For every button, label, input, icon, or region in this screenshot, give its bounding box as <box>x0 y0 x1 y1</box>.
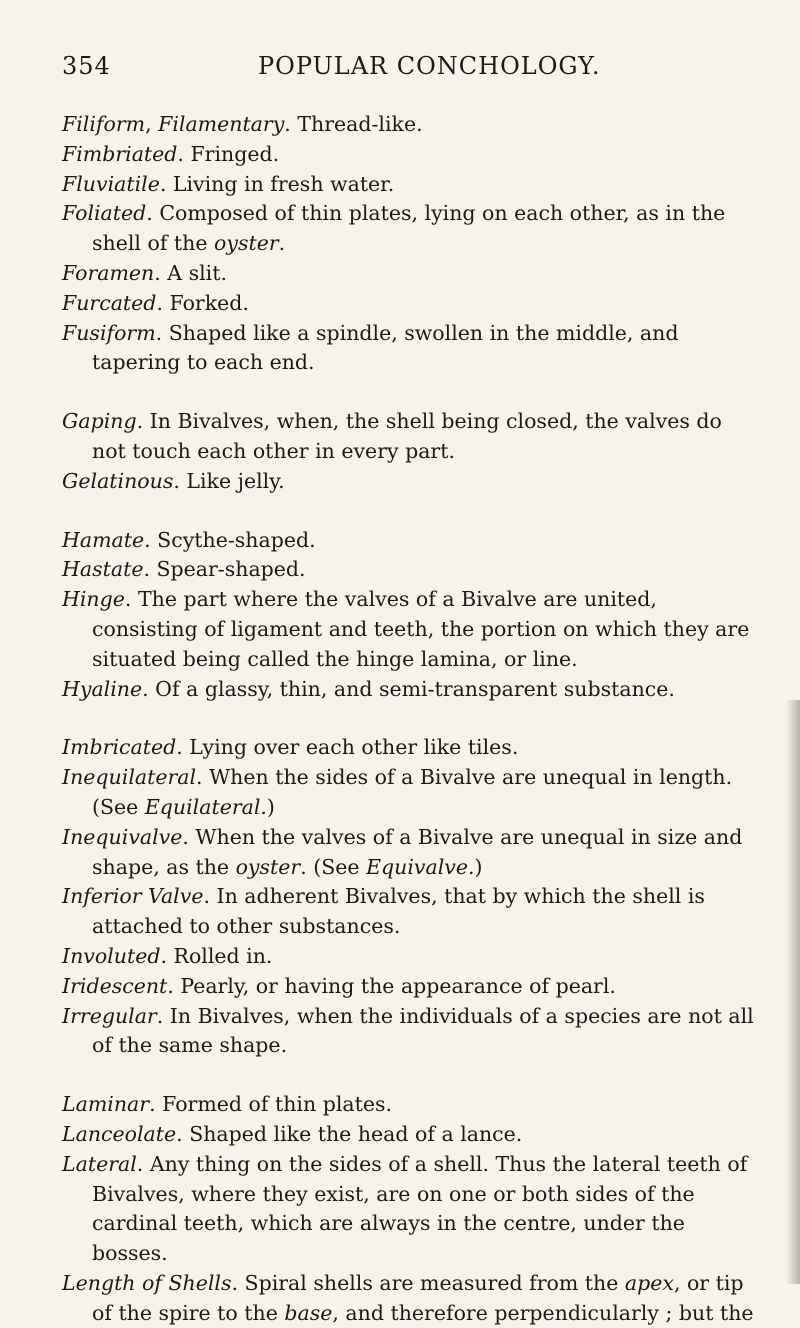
glossary-entry: Inequilateral. When the sides of a Bivalve are unequal in length. (See Equilateral.) <box>62 765 733 819</box>
glossary-entry: Fusiform. Shaped like a spindle, swollen in the middle, and tapering to each end. <box>62 320 679 375</box>
glossary-entry: Filiform, Filamentary. Thread-like. <box>62 112 423 136</box>
section-gap <box>62 497 754 526</box>
glossary-body <box>62 110 754 1328</box>
glossary-entry: Fluviatile. Living in fresh water. <box>62 171 395 196</box>
glossary-entry: Hyaline. Of a glassy, thin, and semi-transparent substance. <box>62 676 675 701</box>
glossary-entry: Irregular. In Bivalves, when the individuals of a species are not all of the same shape. <box>62 1003 754 1058</box>
glossary-entry: Imbricated. Lying over each other like tiles. <box>62 735 519 760</box>
glossary-entry: Foramen. A slit. <box>62 260 227 285</box>
glossary-entry: Lateral. Any thing on the sides of a shell. Thus the lateral teeth of Bivalves, where they exist, are on one or both sides of the cardinal teeth, which are always in the centre, under the bosses. <box>62 1151 748 1266</box>
section-gap <box>62 704 754 733</box>
glossary-entry: Hamate. Scythe-shaped. <box>62 527 316 552</box>
glossary-entry: Gaping. In Bivalves, when, the shell being closed, the valves do not touch each other in every part. <box>62 409 722 463</box>
section-gap <box>62 1061 754 1090</box>
glossary-entry: Foliated. Composed of thin plates, lying on each other, as in the shell of the oyster. <box>62 201 726 256</box>
page-number: 354 <box>62 52 111 80</box>
glossary-entry: Laminar. Formed of thin plates. <box>62 1092 393 1117</box>
glossary-entry: Gelatinous. Like jelly. <box>62 468 285 493</box>
running-title: POPULAR CONCHOLOGY. <box>258 52 601 80</box>
glossary-entry: Involuted. Rolled in. <box>62 943 273 968</box>
glossary-entry: Furcated. Forked. <box>62 290 249 315</box>
glossary-entry: Inferior Valve. In adherent Bivalves, that by which the shell is attached to other substances. <box>62 884 705 939</box>
glossary-entry: Iridescent. Pearly, or having the appearance of pearl. <box>62 973 616 998</box>
glossary-entry: Length of Shells. Spiral shells are measured from the apex, or tip of the spire to the base, and therefore perpendicularly ; but the <box>62 1270 754 1325</box>
page-edge-shadow <box>786 700 800 1284</box>
glossary-entry: Lanceolate. Shaped like the head of a lance. <box>62 1121 523 1146</box>
section-gap <box>62 378 754 407</box>
glossary-entry: Fimbriated. Fringed. <box>62 141 280 166</box>
page-header <box>62 52 601 92</box>
glossary-entry: Hastate. Spear-shaped. <box>62 557 306 582</box>
glossary-entry: Inequivalve. When the valves of a Bivalve are unequal in size and shape, as the oyster. (See Equivalve.) <box>62 824 743 879</box>
glossary-entry: Hinge. The part where the valves of a Bivalve are united, consisting of ligament and teeth, the portion on which they are situated being called the hinge lamina, or line. <box>62 587 750 671</box>
